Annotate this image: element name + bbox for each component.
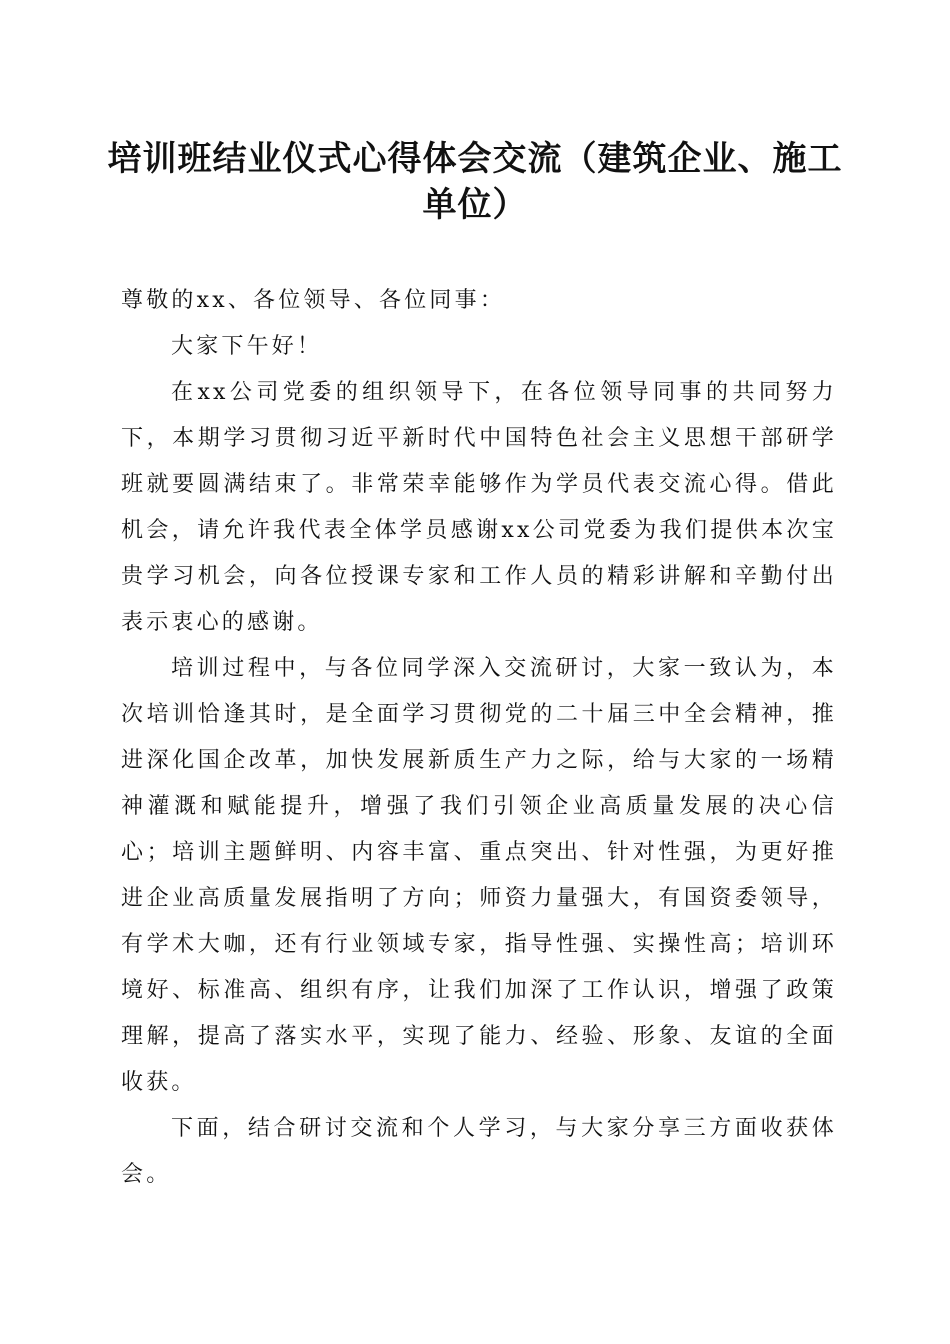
- document-body: [121, 278, 837, 1198]
- paragraph-3: 下面，结合研讨交流和个人学习，与大家分享三方面收获体会。: [121, 1116, 837, 1187]
- greeting: 大家下午好！: [171, 334, 323, 359]
- salutation: 尊敬的xx、各位领导、各位同事：: [121, 288, 506, 313]
- paragraph-2: 培训过程中，与各位同学深入交流研讨，大家一致认为，本次培训恰逢其时，是全面学习贯彻党的二十届三中全会精神，推进深化国企改革，加快发展新质生产力之际，给与大家的一场精神灌溉和赋能提升，增强了我们引领企业高质量发展的决心信心；培训主题鲜明、内容丰富、重点突出、针对性强，为更好推进企业高质量发展指明了方向；师资力量强大，有国资委领导，有学术大咖，还有行业领域专家，指导性强、实操性高；培训环境好、标准高、组织有序，让我们加深了工作认识，增强了政策理解，提高了落实水平，实现了能力、经验、形象、友谊的全面收获。: [121, 656, 837, 1095]
- paragraph-1: 在xx公司党委的组织领导下，在各位领导同事的共同努力下，本期学习贯彻习近平新时代中国特色社会主义思想干部研学班就要圆满结束了。非常荣幸能够作为学员代表交流心得。借此机会，请允许我代表全体学员感谢xx公司党委为我们提供本次宝贵学习机会，向各位授课专家和工作人员的精彩讲解和辛勤付出表示衷心的感谢。: [121, 380, 837, 635]
- document-title: 培训班结业仪式心得体会交流（建筑企业、施工单位）: [107, 139, 843, 225]
